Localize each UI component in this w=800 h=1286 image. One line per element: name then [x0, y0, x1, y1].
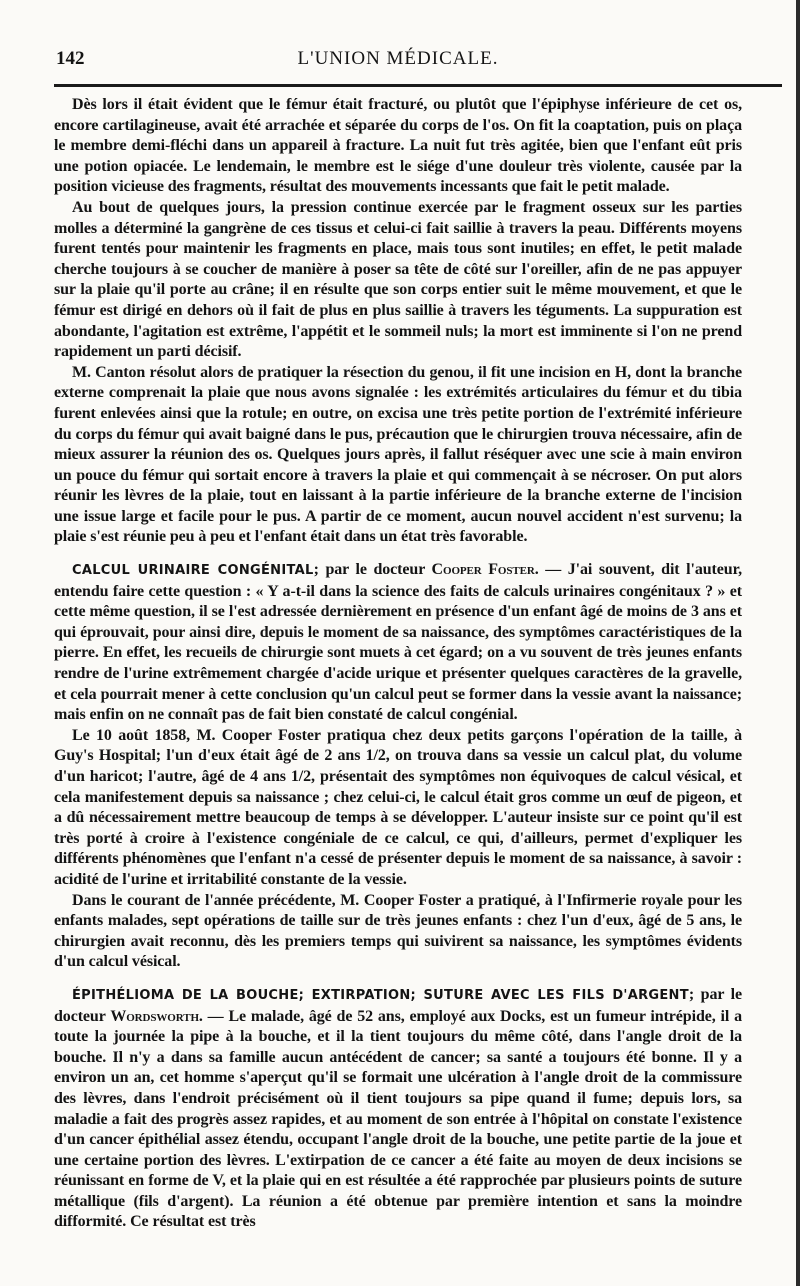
paragraph-text: . — J'ai souvent, dit l'auteur, entendu faire cette question : « Y a-t-il dans la science des faits de calculs urinaires congénitaux ? » et cette même question, il se l'est adressée dernièrement en présence d'un enfant âgé de moins de 3 ans et qui éprouvait, pour ainsi dire, depuis le moment de sa naissance, des symptômes caractéristiques de la pierre. En effet, les recueils de chirurgie sont muets à cet égard; on a vu souvent de très jeunes enfants rendre de l'urine extrêmement chargée d'acide urique et présenter quelques caractères de la gravelle, et cela pourrait mener à cette conclusion qu'un calcul peut se former dans la vessie avant la naissance; mais enfin on ne connaît pas de fait bien constaté de calcul congénial.: [54, 561, 743, 724]
paragraph-5: Le 10 août 1858, M. Cooper Foster pratiqua chez deux petits garçons l'opération de la taille, à Guy's Hospital; l'un d'eux était âgé de 2 ans 1/2, on trouva dans sa vessie un calcul plat, du volume d'un haricot; l'autre, âgé de 4 ans 1/2, présentait des symptômes non équivoques de calcul vésical, et cela manifestement depuis sa naissance ; chez celui-ci, le calcul était gros comme un œuf de pigeon, et a dû nécessairement mettre beaucoup de temps à se développer. L'auteur insiste sur ce point qu'il est très porté à croire à l'existence congéniale de ce calcul, ce qui, d'ailleurs, permet d'expliquer les différents phénomènes que l'enfant n'a cessé de présenter depuis le moment de sa naissance, à savoir : acidité de l'urine et irritabilité constante de la vessie.: [54, 726, 742, 888]
paragraph-3: M. Canton résolut alors de pratiquer la résection du genou, il fit une incision en H, dont la branche externe comprenait la plaie que nous avons signalée : les extrémités articulaires du fémur et du tibia furent enlevées ainsi que la rotule; en outre, on excisa une très petite portion de l'extrémité inférieure du corps du fémur qui avait baigné dans le pus, précaution que le chirurgien trouva nécessaire, afin de mieux assurer la réunion des os. Quelques jours après, il fallut réséquer avec une scie à main environ un pouce du fémur qui sortait encore à travers la plaie et qui commençait à se nécroser. On put alors réunir les lèvres de la plaie, tout en laissant à la partie inférieure de la branche externe de l'incision une issue large et facile pour le pus. A partir de ce moment, aucun nouvel accident n'est survenu; la plaie s'est réunie peu à peu et l'enfant était dans un état très favorable.: [54, 363, 742, 546]
section-spacer: [54, 548, 742, 560]
byline-text: ; par le docteur: [313, 561, 432, 579]
page: [54, 40, 743, 1231]
paragraph-1: Dès lors il était évident que le fémur était fracturé, ou plutôt que l'épiphyse inférieure de cet os, encore cartilagineuse, avait été arrachée et séparée du corps de l'os. On fit la coaptation, puis on plaça le membre demi-fléchi dans un appareil à fracture. La nuit fut très agitée, bien que l'enfant eût pris une potion opiacée. Le lendemain, le membre est le siége d'une douleur très violente, causée par la position vicieuse des fragments, résultat des mouvements incessants que fait le petit malade.: [54, 96, 742, 196]
byline-text: ; par le docteur: [54, 985, 742, 1025]
section-title-epithelioma: ÉPITHÉLIOMA DE LA BOUCHE; EXTIRPATION; SUTURE AVEC LES FILS D'ARGENT: [72, 987, 689, 1003]
paragraph-6: Dans le courant de l'année précédente, M. Cooper Foster a pratiqué, à l'Infirmerie royale pour les enfants malades, sept opérations de taille sur de très jeunes enfants : chez l'un d'eux, âgé de 5 ans, le chirurgien avait reconnu, dès les premiers temps qui suivirent sa naissance, les symptômes évidents d'un calcul vésical.: [54, 891, 742, 971]
header-rule: [54, 84, 782, 87]
author-name: Wordsworth: [110, 1007, 199, 1025]
paragraph-text: . — Le malade, âgé de 52 ans, employé aux Docks, est un fumeur intrépide, il a toute la journée la pipe à la bouche, et il la tient toujours du même côté, dans l'angle droit de la bouche. Il n'y a dans sa famille aucun antécédent de cancer; sa santé a toujours été bonne. Il y a environ un an, cet homme s'aperçut qu'il se formait une ulcération à l'angle droit de la commissure des lèvres, dans l'endroit précisément où il tient toujours sa pipe quand il fume; depuis lors, sa maladie a fait des progrès assez rapides, et au moment de son entrée à l'hôpital on constate l'existence d'un cancer épithélial assez étendu, occupant l'angle droit de la bouche, une petite partie de la joue et une certaine portion des lèvres. L'extirpation de ce cancer a été faite au moyen de deux incisions se réunissant en forme de V, et la plaie qui en est résultée a été rapprochée par plusieurs points de suture métallique (fils d'argent). La réunion a été obtenue par première intention et sans la moindre difformité. Ce résultat est très: [54, 1007, 742, 1231]
paragraph-calcul: [54, 560, 742, 726]
author-name: Cooper Foster: [431, 561, 535, 579]
section-title-calcul: CALCUL URINAIRE CONGÉNITAL: [72, 563, 314, 579]
article-body: [54, 95, 742, 1233]
section-spacer: [54, 973, 742, 985]
page-number: 142: [56, 48, 85, 69]
running-title: L'UNION MÉDICALE.: [297, 48, 499, 69]
paragraph-epithelioma: [54, 985, 742, 1233]
page-header: [54, 40, 742, 70]
page-edge-shadow: [796, 0, 800, 1286]
paragraph-2: Au bout de quelques jours, la pression continue exercée par le fragment osseux sur les parties molles a déterminé la gangrène de ces tissus et celui-ci fait saillie à travers la peau. Différents moyens furent tentés pour maintenir les fragments en place, mais tous sont inutiles; en effet, le petit malade cherche toujours à se coucher de manière à poser sa tête de côté sur l'oreiller, afin de ne pas appuyer sur la plaie qu'il porte au crâne; il en résulte que son corps entier suit le même mouvement, et que le fémur est dirigé en dehors où il fait de plus en plus saillie à travers les téguments. La suppuration est abondante, l'agitation est extrême, l'appétit et le sommeil nuls; la mort est imminente si l'on ne prend rapidement un parti décisif.: [54, 198, 742, 361]
